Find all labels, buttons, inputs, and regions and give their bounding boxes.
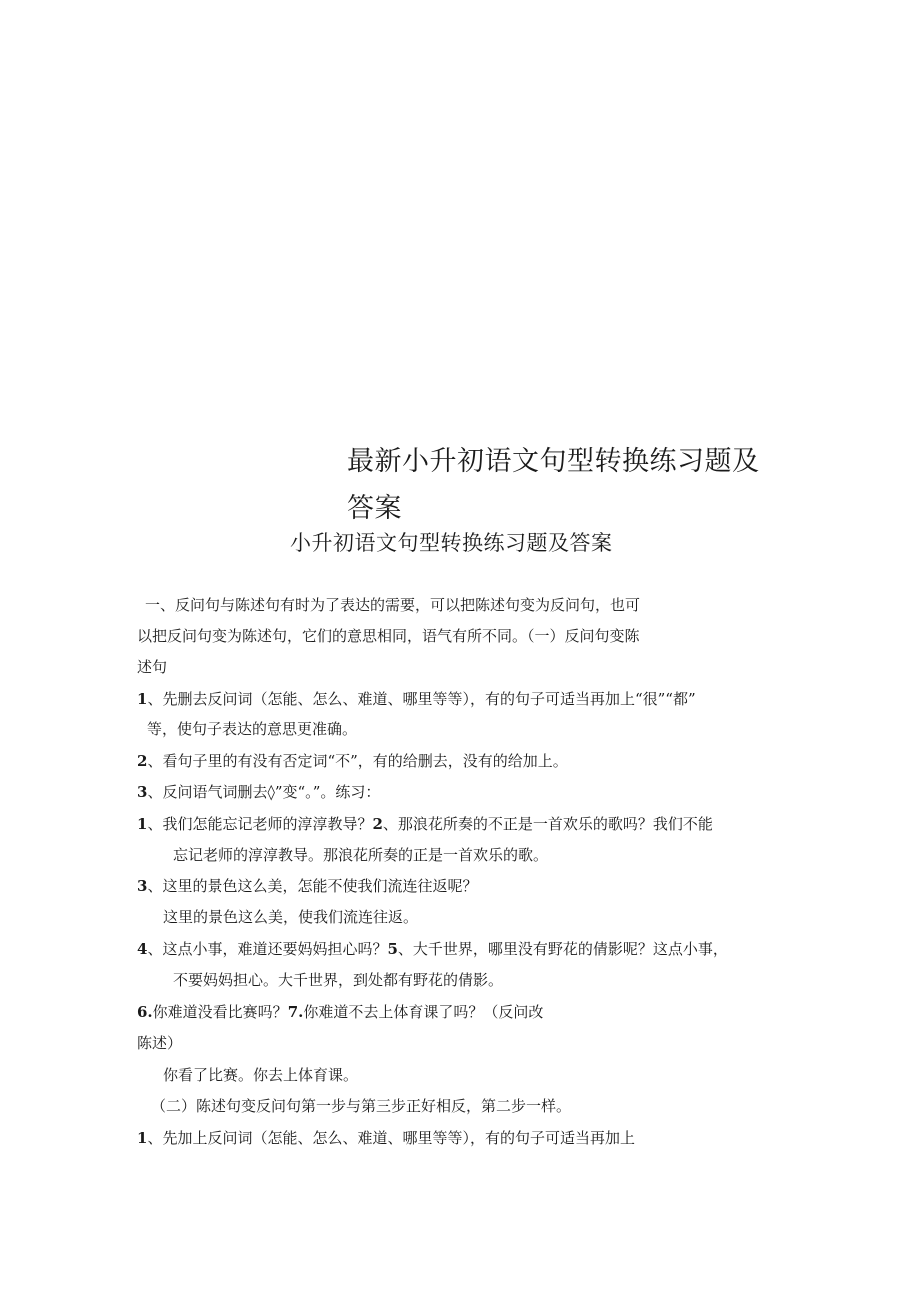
answer-line: 这里的景色这么美，使我们流连往返。 [163,908,419,926]
document-title-line-1: 最新小升初语文句型转换练习题及 [347,446,760,477]
document-subtitle: 小升初语文句型转换练习题及答案 [290,531,613,555]
rule-line: 等，使句子表达的意思更准确。 [147,720,358,738]
exercise-number: 7. [287,1003,304,1021]
rule-number: 3 [137,783,148,801]
exercise-text: 、这点小事，难道还要妈妈担心吗？ [147,940,388,958]
exercise-text: 、那浪花所奏的不正是一首欢乐的歌吗？我们不能 [382,815,713,833]
paragraph-line: 一、反问句与陈述句有时为了表达的需要，可以把陈述句变为反问句，也可 [145,596,641,614]
rule-text: 、看句子里的有没有否定词“不”，有的给删去，没有的给加上。 [147,752,568,770]
exercise-number: 3 [137,877,148,895]
rule-line [137,750,568,772]
rule-line [137,1127,635,1149]
exercise-number: 6. [137,1003,153,1021]
exercise-text: 你难道不去上体育课了吗？（反问改 [303,1003,544,1021]
exercise-line [137,813,713,835]
exercise-number: 1 [137,815,148,833]
rule-number: 1 [137,1129,148,1147]
answer-line: 忘记老师的淳淳教导。那浪花所奏的正是一首欢乐的歌。 [173,846,549,864]
rule-line [137,688,696,710]
exercise-line [137,875,477,897]
exercise-line [137,1001,543,1023]
rule-line [137,781,380,803]
exercise-text: 、这里的景色这么美，怎能不使我们流连往返呢？ [147,877,478,895]
rule-text: 、反问语气词删去◊”变“。”。练习： [147,783,381,801]
exercise-text: 、我们怎能忘记老师的淳淳教导？ [147,815,373,833]
exercise-line: 陈述） [137,1034,183,1052]
paragraph-line: 述句 [137,658,168,676]
rule-text: 、先加上反问词（怎能、怎么、难道、哪里等等），有的句子可适当再加上 [147,1129,635,1147]
exercise-number: 5 [387,940,398,958]
rule-number: 1 [137,690,148,708]
exercise-number: 2 [372,815,383,833]
exercise-line [137,938,728,960]
paragraph-line: 以把反问句变为陈述句，它们的意思相同，语气有所不同。（一）反问句变陈 [137,627,640,645]
section-heading: （二）陈述句变反问句第一步与第三步正好相反，第二步一样。 [151,1097,572,1115]
rule-number: 2 [137,752,148,770]
exercise-text: 你难道没看比赛吗？ [152,1003,288,1021]
answer-line: 不要妈妈担心。大千世界，到处都有野花的倩影。 [173,971,504,989]
answer-line: 你看了比赛。你去上体育课。 [163,1066,359,1084]
exercise-text: 、大千世界，哪里没有野花的倩影呢？这点小事， [397,940,728,958]
document-title-line-2: 答案 [347,493,402,524]
rule-text: 、先删去反问词（怎能、怎么、难道、哪里等等），有的句子可适当再加上“很”“都” [147,690,696,708]
exercise-number: 4 [137,940,148,958]
